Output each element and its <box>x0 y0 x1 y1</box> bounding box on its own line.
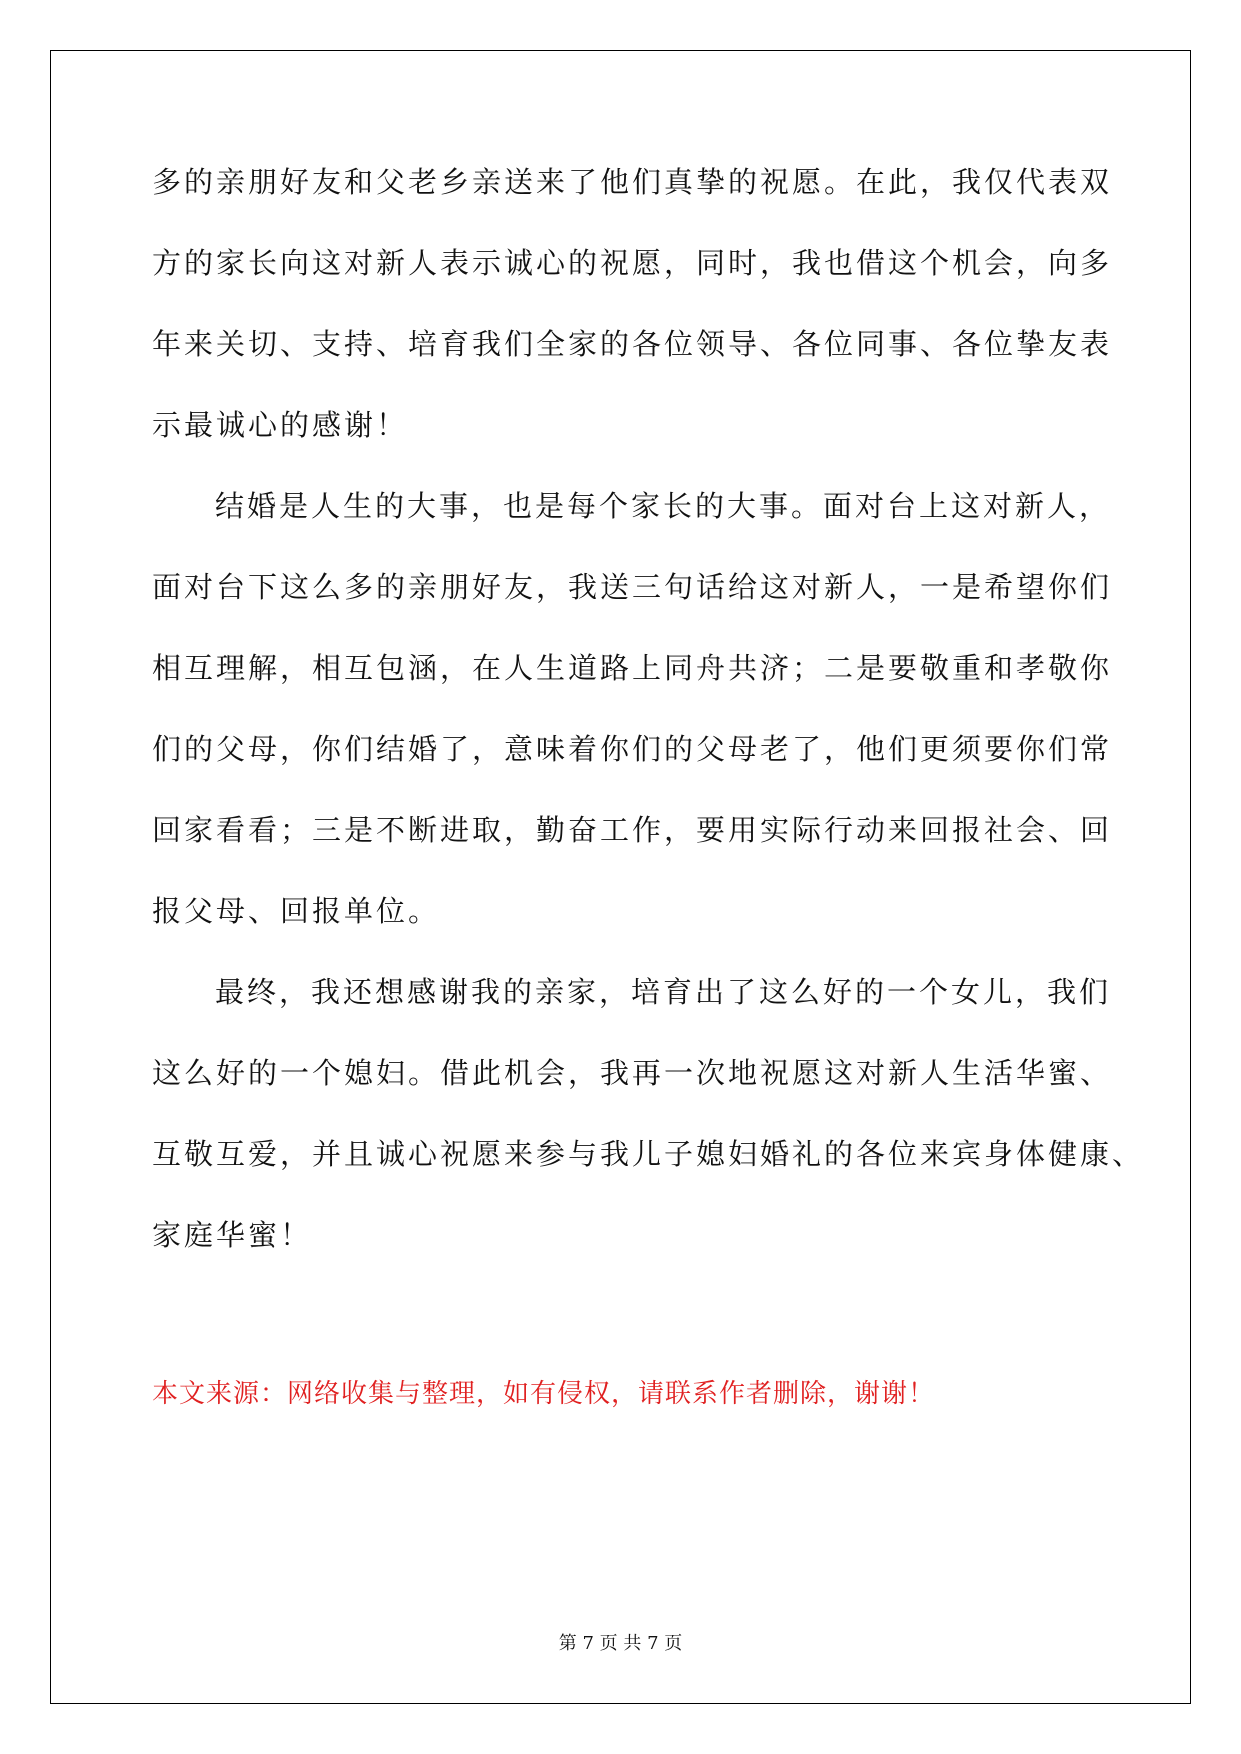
text-line: 面对台下这么多的亲朋好友，我送三句话给这对新人，一是希望你们 <box>152 570 1113 604</box>
text-line: 报父母、回报单位。 <box>152 894 441 928</box>
source-note: 本文来源：网络收集与整理，如有侵权，请联系作者删除，谢谢！ <box>152 1379 936 1409</box>
text-line: 回家看看；三是不断进取，勤奋工作，要用实际行动来回报社会、回 <box>152 813 1113 847</box>
document-body <box>152 162 1145 1296</box>
paragraph-2 <box>152 486 1117 972</box>
paragraph-1 <box>152 162 1117 486</box>
text-line: 示最诚心的感谢！ <box>152 408 409 442</box>
text-line: 年来关切、支持、培育我们全家的各位领导、各位同事、各位挚友表 <box>152 327 1113 361</box>
text-line: 方的家长向这对新人表示诚心的祝愿，同时，我也借这个机会，向多 <box>152 246 1113 280</box>
text-line: 这么好的一个媳妇。借此机会，我再一次地祝愿这对新人生活华蜜、 <box>152 1056 1113 1090</box>
text-line: 多的亲朋好友和父老乡亲送来了他们真挚的祝愿。在此，我仅代表双 <box>152 165 1113 199</box>
text-line: 结婚是人生的大事，也是每个家长的大事。面对台上这对新人， <box>215 489 1112 523</box>
paragraph-3 <box>152 972 1145 1296</box>
text-line: 互敬互爱，并且诚心祝愿来参与我儿子媳妇婚礼的各位来宾身体健康、 <box>152 1137 1145 1171</box>
text-line: 们的父母，你们结婚了，意味着你们的父母老了，他们更须要你们常 <box>152 732 1113 766</box>
text-line: 家庭华蜜！ <box>152 1218 313 1252</box>
text-line: 相互理解，相互包涵，在人生道路上同舟共济；二是要敬重和孝敬你 <box>152 651 1113 685</box>
text-line: 最终，我还想感谢我的亲家，培育出了这么好的一个女儿，我们 <box>215 975 1112 1009</box>
page-number: 第 7 页 共 7 页 <box>558 1633 683 1654</box>
